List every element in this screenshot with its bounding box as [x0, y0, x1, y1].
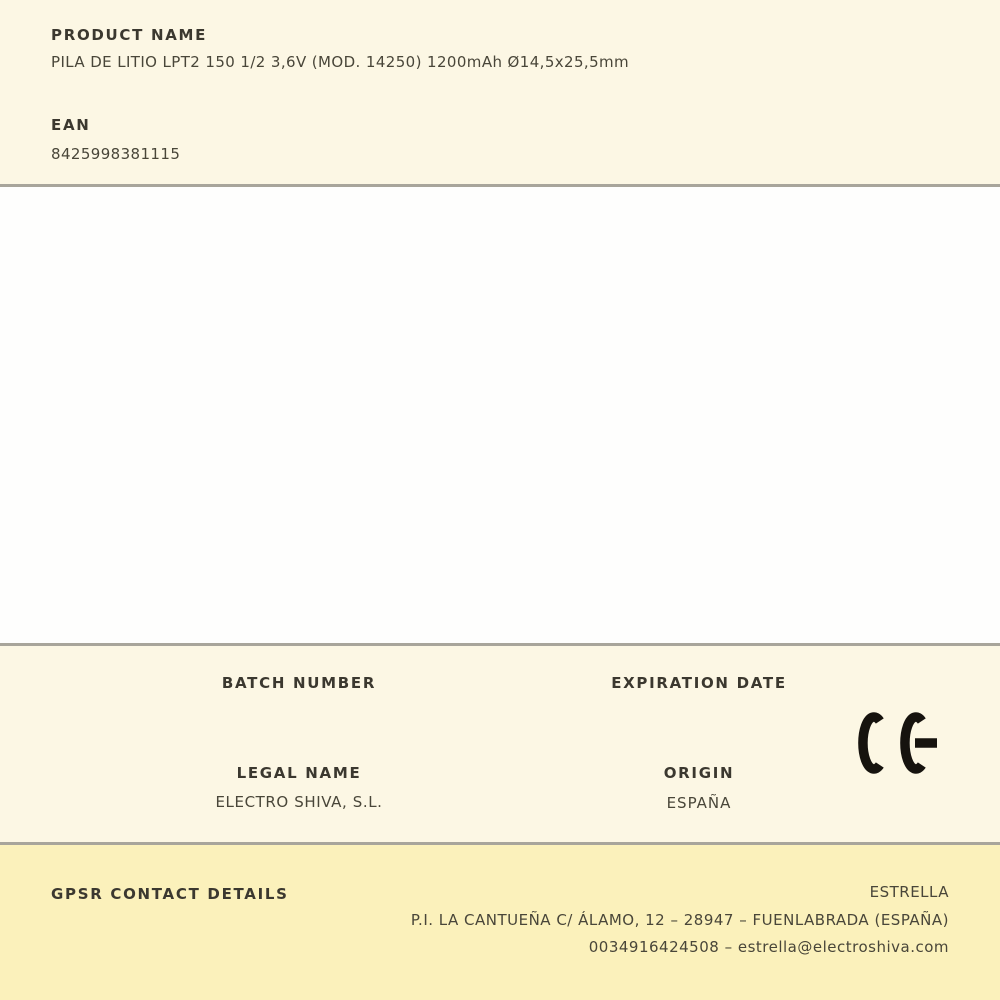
legal-name-value: ELECTRO SHIVA, S.L. — [215, 793, 383, 811]
contact-address: P.I. LA CANTUEÑA C/ ÁLAMO, 12 – 28947 – FUENLABRADA (ESPAÑA) — [410, 910, 949, 929]
batch-number-label: BATCH NUMBER — [221, 674, 377, 692]
traceability-section — [0, 646, 1000, 842]
ean-value: 8425998381115 — [51, 145, 181, 163]
origin-label: ORIGIN — [663, 764, 735, 782]
origin-value: ESPAÑA — [666, 794, 732, 812]
ean-label: EAN — [51, 116, 91, 134]
expiration-date-value — [499, 706, 899, 721]
blank-area — [0, 187, 1000, 643]
gpsr-contact-section — [0, 845, 1000, 1000]
product-info-section — [0, 0, 1000, 184]
batch-number-value — [99, 706, 499, 721]
contact-phone-email: 0034916424508 – estrella@electroshiva.com — [588, 938, 949, 957]
ce-mark-icon — [858, 712, 939, 774]
gpsr-contact-label: GPSR CONTACT DETAILS — [51, 885, 289, 903]
expiration-date-label: EXPIRATION DATE — [611, 674, 787, 692]
gpsr-contact-details — [411, 879, 949, 962]
legal-name-label: LEGAL NAME — [236, 764, 362, 782]
contact-company: ESTRELLA — [869, 883, 949, 901]
product-name-value: PILA DE LITIO LPT2 150 1/2 3,6V (MOD. 14250) 1200mAh Ø14,5x25,5mm — [51, 53, 630, 71]
product-name-label: PRODUCT NAME — [51, 26, 208, 44]
